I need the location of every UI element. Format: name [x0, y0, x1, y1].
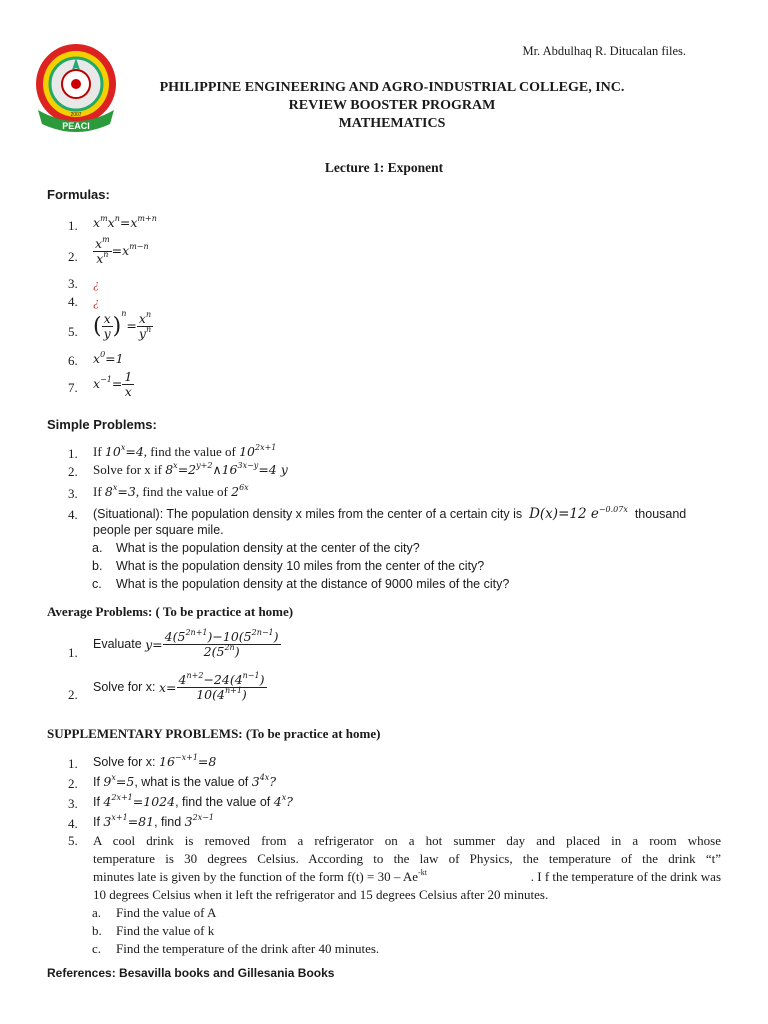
problem-text: Solve for x if [93, 462, 166, 477]
formula-missing-glyph: ¿ [93, 294, 100, 309]
problem-number: 1. [68, 446, 78, 461]
formula-number: 3. [68, 276, 78, 291]
problem-text: If [93, 795, 104, 809]
simple-problem-1: If $10^x=4$, find the value of $10^{2x+1}$ [93, 443, 277, 459]
formula-zero-exponent: $x^0=1$ [93, 350, 124, 366]
problem-text: 10 degrees Celsius when it left the refrigerator and 15 degrees Celsius after 20 minutes. [93, 887, 549, 902]
average-problems-heading: Average Problems: ( To be practice at home) [47, 604, 294, 619]
problem-text: If [93, 484, 105, 499]
problem-text: (Situational): The population density x miles from the center of a certain city is [93, 507, 523, 521]
supp-5b: Find the value of k [116, 923, 215, 938]
formula-negative-exponent: $x^{-1}=$ $\frac{1}{x}$ [93, 369, 133, 399]
subject-name: MATHEMATICS [338, 116, 446, 131]
problem-text: Evaluate [93, 636, 146, 651]
problem-number: 4. [68, 816, 78, 831]
problem-number: 1. [68, 645, 78, 660]
problem-text: A cool drink is removed from a refrigerator on a hot summer day and placed in a room whose [93, 833, 721, 848]
problem-text: temperature is 30 degrees Celsius. According to the law of Physics, the temperature of the drink “t” [93, 851, 721, 866]
formula-product-rule: $x^mx^n=x^{m+n}$ [93, 214, 157, 230]
problem-text: , find the value of [135, 484, 232, 499]
problem-number: 1. [68, 756, 78, 771]
problem-number: 5. [68, 833, 78, 848]
author-line: Mr. Abdulhaq R. Ditucalan files. [522, 44, 686, 58]
sub-label: a. [92, 905, 102, 920]
problem-text-line [93, 868, 721, 886]
exponent: -kt [418, 868, 427, 877]
program-name: REVIEW BOOSTER PROGRAM [288, 98, 496, 113]
sub-label: b. [92, 559, 103, 573]
supp-problem-4: If $3^{x+1}=81$, find $3^{2x-1}$ [93, 813, 215, 829]
simple-problem-2: Solve for x if $8^x=2^{y+2}\wedge 16^{3x-y}=4$ y [93, 461, 288, 477]
problem-text: thousand [634, 507, 687, 521]
problem-number: 2. [68, 687, 78, 702]
sub-label: c. [92, 577, 102, 591]
problem-text: minutes late is given by the function of the form f(t) = 30 – Ae [93, 869, 419, 884]
school-name: PHILIPPINE ENGINEERING AND AGRO-INDUSTRIAL COLLEGE, INC. [159, 80, 625, 95]
formula-number: 1. [68, 218, 78, 233]
formulas-heading: Formulas: [47, 187, 110, 202]
formula-missing-glyph: ¿ [93, 276, 100, 291]
simple-problem-4: (Situational): The population density x miles from the center of a certain city is D(x)=12 $e^{-0.07x}$ thousand [93, 505, 687, 522]
supp-problem-2: If $9^x=5$, what is the value of $3^{4x}$? [93, 773, 277, 789]
problem-text: , find the value of [143, 444, 240, 459]
supp-problem-1: Solve for x: $16^{-x+1}=8$ [93, 753, 217, 769]
simple-4b: What is the population density 10 miles from the center of the city? [116, 559, 485, 573]
average-problem-2: Solve for x: x= $\frac{4^{n+2}-24(4^{n-1})}{10(4^{n+1})}$ [93, 671, 265, 702]
problem-number: 4. [68, 507, 78, 522]
formula-quotient-rule: $\frac{x^m}{x^n}$ $=x^{m-n}$ [95, 235, 149, 266]
problem-number: 3. [68, 486, 78, 501]
problem-text: , find the value of [175, 795, 274, 809]
references: References: Besavilla books and Gillesania Books [47, 966, 335, 980]
simple-4a: What is the population density at the center of the city? [116, 541, 420, 555]
problem-text-continued: people per square mile. [93, 523, 224, 537]
supplementary-heading: SUPPLEMENTARY PROBLEMS: (To be practice at home) [47, 726, 381, 741]
problem-text: If [93, 444, 105, 459]
problem-number: 2. [68, 776, 78, 791]
problem-number: 3. [68, 796, 78, 811]
formula-number: 4. [68, 294, 78, 309]
problem-number: 2. [68, 464, 78, 479]
logo-text: PEACI [62, 121, 90, 131]
formula-number: 2. [68, 249, 78, 264]
problem-text: Solve for x: [93, 755, 159, 769]
simple-problem-3: If $8^x=3$, find the value of $2^{6x}$ [93, 483, 249, 499]
supp-problem-5 [93, 832, 721, 904]
supp-problem-3: If $4^{2x+1}=1024$, find the value of 4$^x$? [93, 793, 293, 809]
formula-number: 7. [68, 380, 78, 395]
sub-label: b. [92, 923, 102, 938]
supp-5a: Find the value of A [116, 905, 217, 920]
sub-label: c. [92, 941, 102, 956]
problem-text: If [93, 775, 104, 789]
problem-text: Solve for x: [93, 679, 159, 694]
problem-text: . I f the temperature of the drink was [530, 869, 721, 884]
simple-4c: What is the population density at the distance of 9000 miles of the city? [116, 577, 510, 591]
supp-5c: Find the temperature of the drink after 40 minutes. [116, 941, 380, 956]
lecture-title: Lecture 1: Exponent [324, 160, 444, 175]
average-problem-1: Evaluate y= $\frac{4(5^{2n+1})-10(5^{2n-1})}{2(5^{2n})}$ [93, 628, 279, 659]
sub-label: a. [92, 541, 103, 555]
formula-number: 5. [68, 324, 78, 339]
problem-text: , what is the value of [134, 775, 252, 789]
logo-year: 2007 [70, 112, 82, 118]
simple-problems-heading: Simple Problems: [47, 417, 157, 432]
problem-text: , find [154, 815, 185, 829]
problem-text: If [93, 815, 104, 829]
formula-number: 6. [68, 353, 78, 368]
formula-power-of-quotient: ( $\frac{x}{y}$ )$^n$= $\frac{x^n}{y^n}$ [93, 309, 152, 341]
